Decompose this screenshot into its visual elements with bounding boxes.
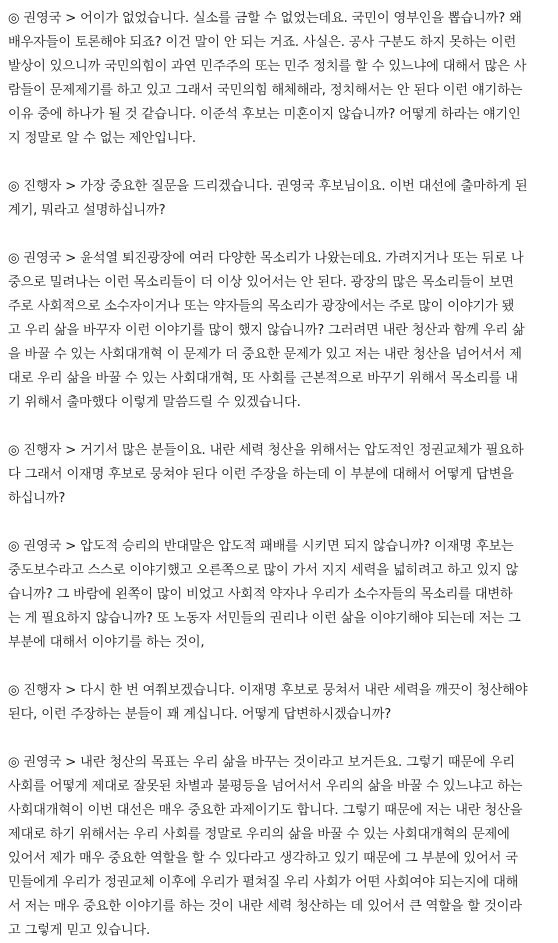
text-line: 계기, 뭐라고 설명하십니까? bbox=[8, 203, 166, 218]
text-line: 사회를 어떻게 제대로 잘못된 차별과 불평등을 넘어서서 우리의 삶을 바꿀 수 있느냐고 하는 bbox=[8, 779, 523, 794]
text-line: ◎ 권영국 > 내란 청산의 목표는 우리 삶을 바꾸는 것이라고 보거든요. 그렇기 때문에 우리 bbox=[8, 755, 515, 770]
text-line: ◎ 진행자 > 다시 한 번 여쭤보겠습니다. 이재명 후보로 뭉쳐서 내란 세력을 깨끗이 청산해야 bbox=[8, 683, 528, 698]
text-line: 제대로 하기 위해서는 우리 사회를 정말로 우리의 삶을 바꿀 수 있는 사회대개혁의 문제에 bbox=[8, 827, 510, 842]
paragraph-1 bbox=[8, 7, 554, 151]
text-line: 는 게 필요하지 않습니까? 또 노동자 서민들의 권리나 이런 삶을 이야기해야 되는데 저는 그 bbox=[8, 611, 521, 626]
text-line: 하십니까? bbox=[8, 491, 66, 506]
text-line: 중으로 밀려나는 이런 목소리들이 더 이상 있어서는 안 된다. 광장의 많은 목소리들이 보면 bbox=[8, 275, 514, 290]
text-line: 민들에게 우리가 정권교체 이후에 우리가 펼쳐질 우리 사회가 어떤 사회여야 되는지에 대해 bbox=[8, 875, 519, 890]
text-line: 사회대개혁이 이번 대선은 매우 중요한 과제이기도 합니다. 그렇기 때문에 저는 내란 청산을 bbox=[8, 803, 523, 818]
paragraph-7 bbox=[8, 751, 554, 943]
paragraph-5 bbox=[8, 535, 554, 655]
text-line: 이유 중에 하나가 될 것 같습니다. 이준석 후보는 미혼이지 않습니까? 어떻게 하라는 얘기인 bbox=[8, 107, 521, 122]
paragraph-6 bbox=[8, 679, 554, 727]
text-line: 지 정말로 알 수 없는 제안입니다. bbox=[8, 131, 196, 146]
text-line: 부분에 대해서 이야기를 하는 것이, bbox=[8, 635, 205, 650]
text-line: 중도보수라고 스스로 이야기했고 오른쪽으로 많이 가서 지지 세력을 넓히려고 하고 있지 않 bbox=[8, 563, 519, 578]
text-line: 서 저는 매우 중요한 이야기를 하는 것이 내란 세력 청산하는 데 있어서 큰 역할을 할 것이라 bbox=[8, 899, 522, 914]
paragraph-3 bbox=[8, 247, 554, 415]
text-line: ◎ 권영국 > 어이가 없었습니다. 실소를 금할 수 없었는데요. 국민이 영부인을 뽑습니까? 왜 bbox=[8, 11, 522, 26]
paragraph-2 bbox=[8, 175, 554, 223]
text-line: 람들이 문제제기를 하고 있고 그래서 국민의힘 해체해라, 정치해서는 안 된다 이런 얘기하는 bbox=[8, 83, 523, 98]
text-line: 발상이 있으니까 국민의힘이 과연 민주주의 또는 민주 정치를 할 수 있느냐에 대해서 많은 사 bbox=[8, 59, 527, 74]
text-line: ◎ 권영국 > 압도적 승리의 반대말은 압도적 패배를 시키면 되지 않습니까? 이재명 후보는 bbox=[8, 539, 514, 554]
text-line: 배우자들이 토론해야 되죠? 이건 말이 안 되는 거죠. 사실은. 공사 구분도 하지 못하는 이런 bbox=[8, 35, 517, 50]
text-line: 된다, 이런 주장하는 분들이 꽤 계십니다. 어떻게 답변하시겠습니까? bbox=[8, 707, 392, 722]
text-line: 고 우리 삶을 바꾸자 이런 이야기를 많이 했지 않습니까? 그러려면 내란 청산과 함께 우리 삶 bbox=[8, 323, 525, 338]
text-line: ◎ 진행자 > 거기서 많은 분들이요. 내란 세력 청산을 위해서는 압도적인 정권교체가 필요하 bbox=[8, 443, 524, 458]
text-line: ◎ 진행자 > 가장 중요한 질문을 드리겠습니다. 권영국 후보님이요. 이번 대선에 출마하게 된 bbox=[8, 179, 528, 194]
text-line: 습니까? 그 바람에 왼쪽이 많이 비었고 사회적 약자나 우리가 소수자들의 목소리를 대변하 bbox=[8, 587, 513, 602]
text-line: ◎ 권영국 > 윤석열 퇴진광장에 여러 다양한 목소리가 나왔는데요. 가려지거나 또는 뒤로 나 bbox=[8, 251, 524, 266]
text-line: 고 그렇게 믿고 있습니다. bbox=[8, 923, 151, 938]
text-line: 을 바꿀 수 있는 사회대개혁 이 문제가 더 중요한 문제가 있고 저는 내란 청산을 넘어서서 제 bbox=[8, 347, 522, 362]
paragraph-4 bbox=[8, 439, 554, 511]
text-line: 대로 우리 삶을 바꿀 수 있는 사회대개혁, 또 사회를 근본적으로 바꾸기 위해서 목소리를 내 bbox=[8, 371, 518, 386]
text-line: 있어서 제가 매우 중요한 역할을 할 수 있다라고 생각하고 있기 때문에 그 부분에 있어서 국 bbox=[8, 851, 518, 866]
text-line: 기 위해서 출마했다 이렇게 말씀드릴 수 있겠습니다. bbox=[8, 395, 301, 410]
text-line: 다 그래서 이재명 후보로 뭉쳐야 된다 이런 주장을 하는데 이 부분에 대해서 어떻게 답변을 bbox=[8, 467, 514, 482]
text-line: 주로 사회적으로 소수자이거나 또는 약자들의 목소리가 광장에서는 주로 많이 이야기가 됐 bbox=[8, 299, 515, 314]
